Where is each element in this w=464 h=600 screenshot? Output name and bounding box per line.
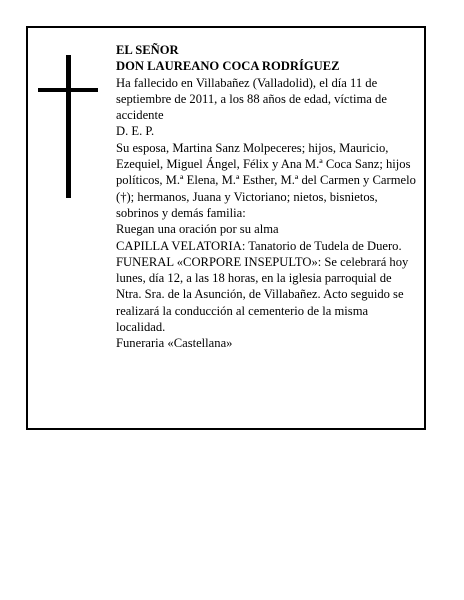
chapel-info: CAPILLA VELATORIA: Tanatorio de Tudela de Duero. [116,238,402,253]
funeral-home: Funeraria «Castellana» [116,336,233,351]
cross-icon [38,55,98,198]
rip-line: D. E. P. [116,124,155,139]
funeral-info: FUNERAL «CORPORE INSEPULTO»: Se celebrará hoy lunes, día 12, a las 18 horas, en la iglesia parroquial de Ntra. Sra. de la Asunción, de Villabañez. Acto seguido se realizará la conducción al cementerio de la misma localidad. [116,254,409,335]
notice-text [116,42,416,352]
prayer-request: Ruegan una oración por su alma [116,222,279,237]
family-list: Su esposa, Martina Sanz Molpeceres; hijos, Mauricio, Ezequiel, Miguel Ángel, Félix y Ana M.ª Coca Sanz; hijos políticos, M.ª Elena, M.ª Esther, M.ª del Carmen y Carmelo (†); hermanos, Juana y Victoriano; nietos, bisnietos, sobrinos y demás familia: [116,140,416,220]
cross-horizontal-bar [38,88,98,92]
death-statement: Ha fallecido en Villabañez (Valladolid), el día 11 de septiembre de 2011, a los 88 años de edad, víctima de accidente [116,75,387,123]
obituary-notice [26,26,426,430]
header-title: EL SEÑOR [116,43,179,57]
deceased-name: DON LAUREANO COCA RODRÍGUEZ [116,59,340,74]
cross-vertical-bar [66,55,71,198]
